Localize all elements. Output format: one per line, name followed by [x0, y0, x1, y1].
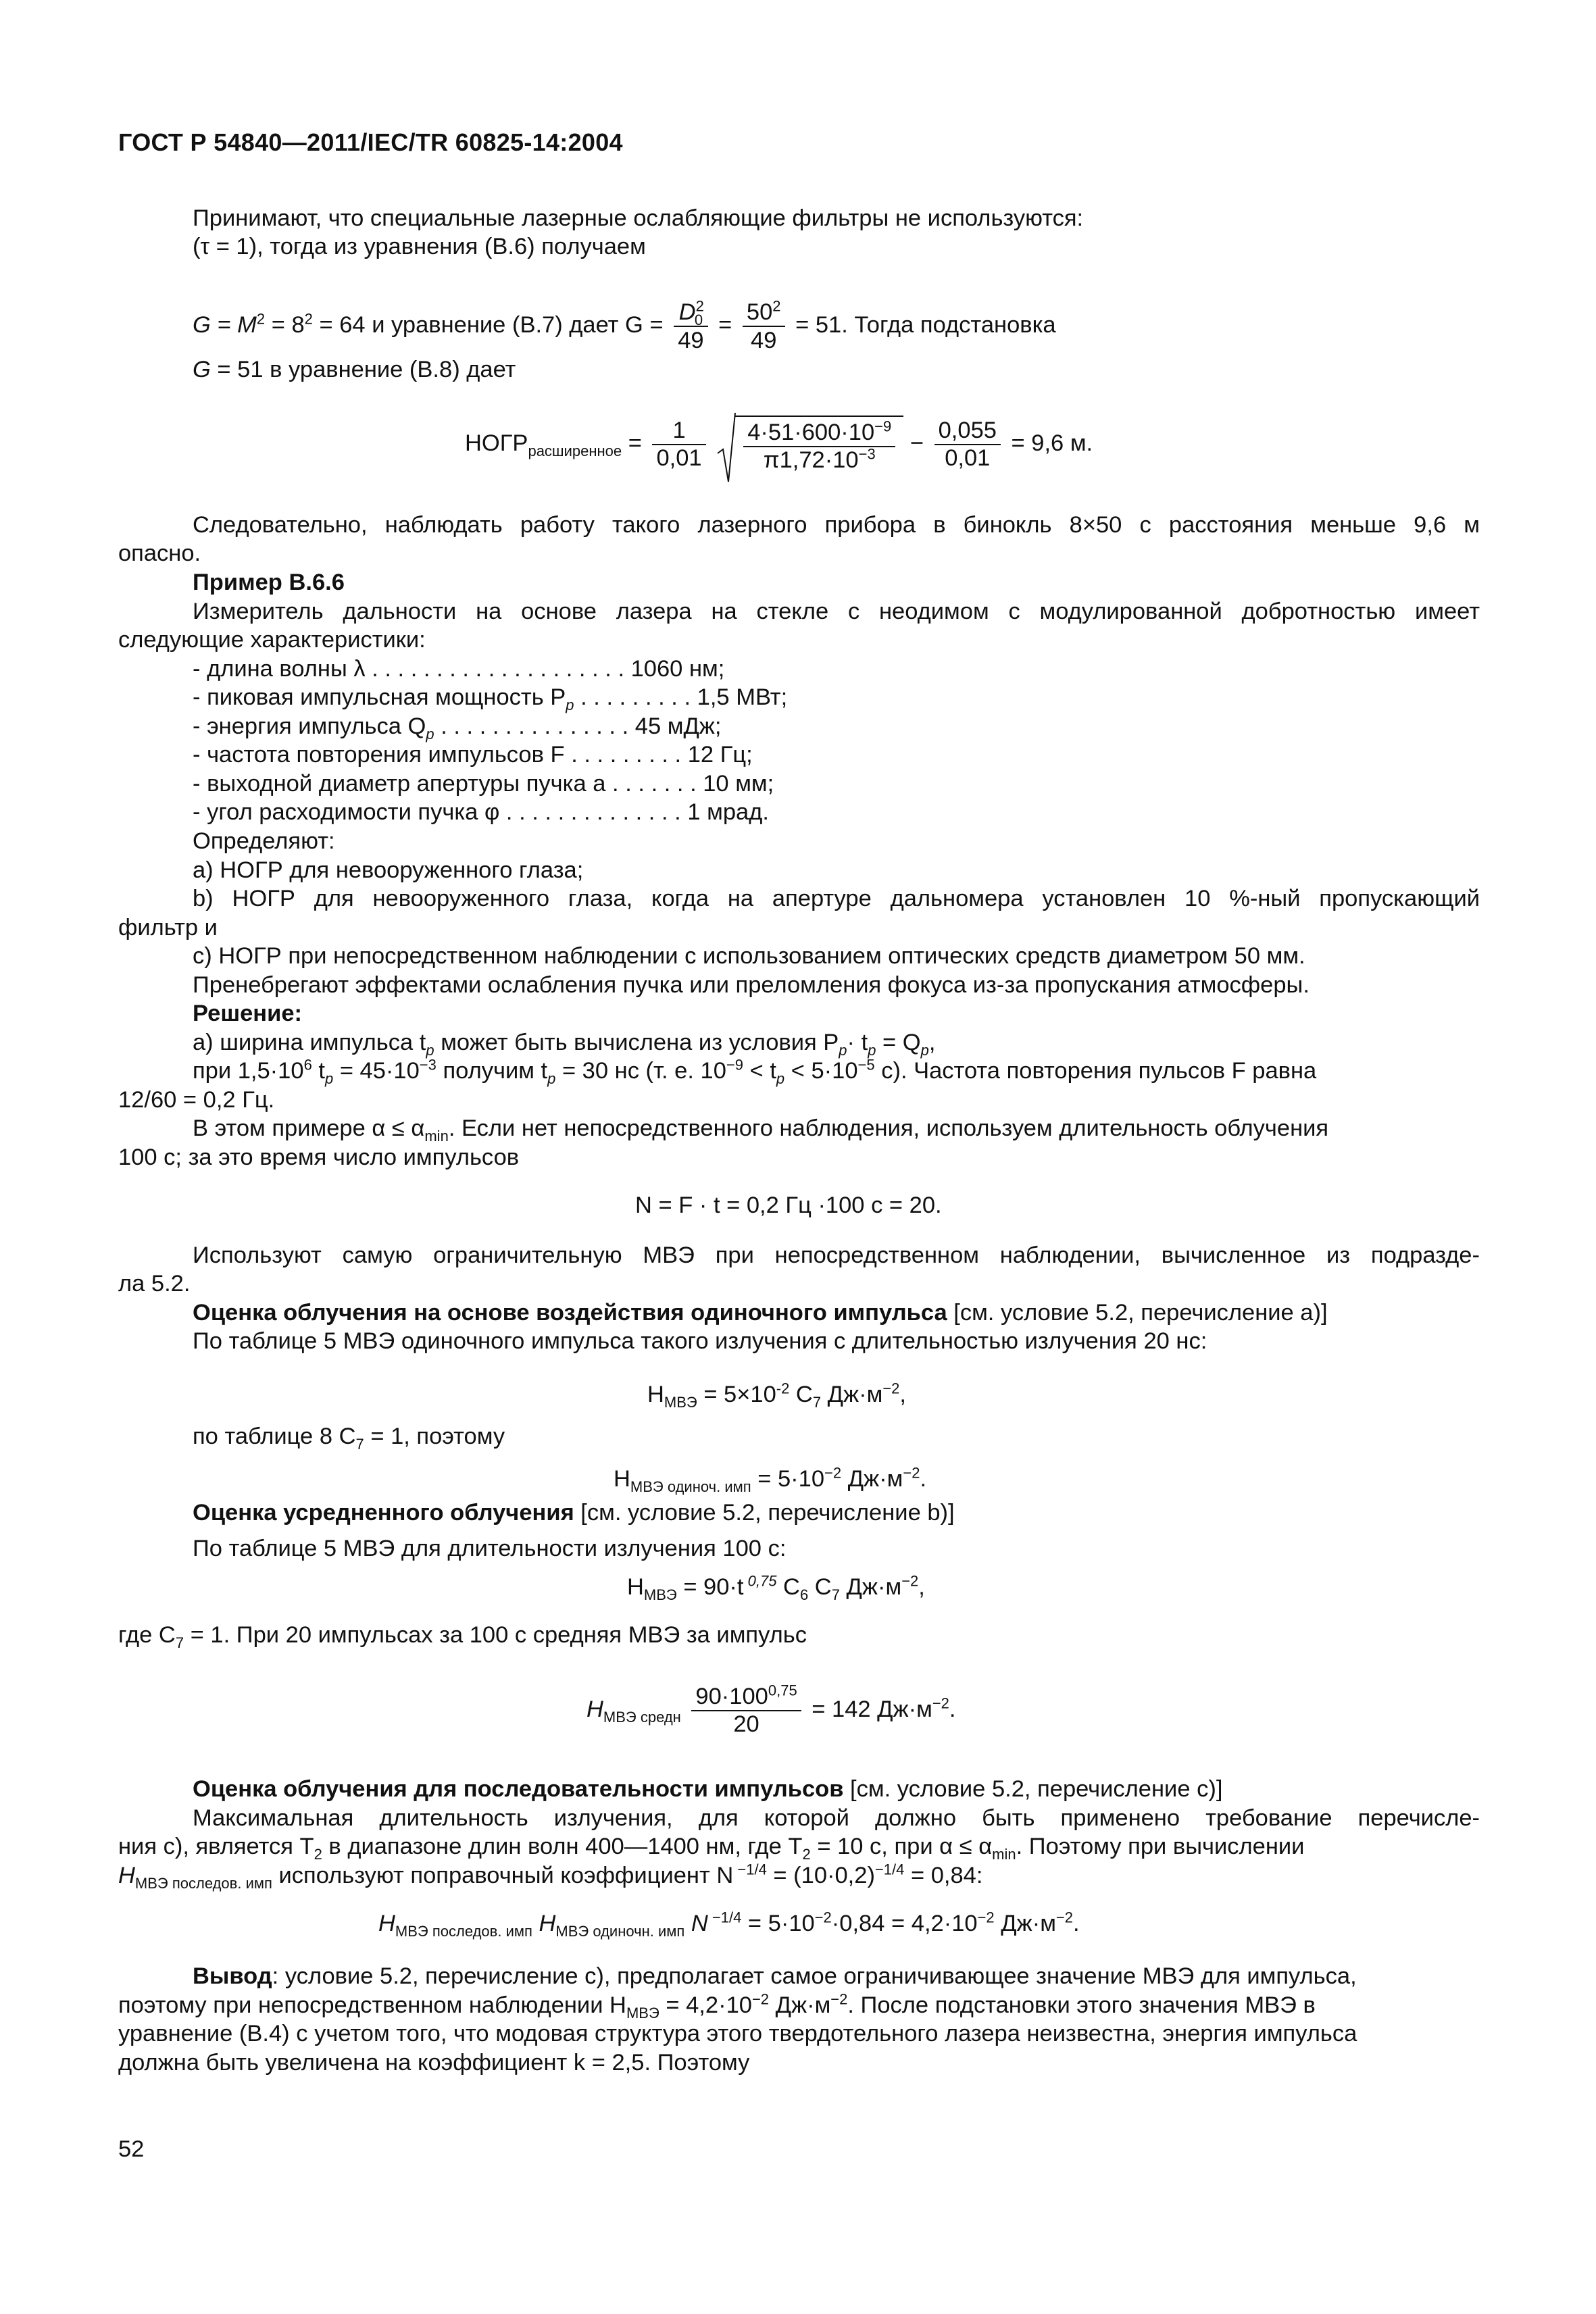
fraction: $\frac{0,055}{0,01}$: [934, 418, 1001, 472]
fraction: $\frac{1}{0,01}$: [652, 418, 705, 472]
text-line: где $C_7 = 1$. При 20 импульсах за 100 с средняя МВЭ за импульс: [118, 1622, 807, 1651]
text-line: следующие характеристики:: [118, 627, 426, 653]
text-line: В этом примере $\alpha \le \alpha_{min}$. Если нет непосредственного наблюдения, используем длительность облучения: [193, 1115, 1329, 1145]
text-line: $H_{МВЭ последов. имп}$ используют поправочный коэффициент N $^{-1/4} = (10\cdot 0,2)^{-1/4} = 0,84$:: [118, 1861, 983, 1892]
text-line: Следовательно, наблюдать работу такого лазерного прибора в бинокль 8×50 с расстояния меньше 9,6 м: [193, 512, 1480, 538]
nogr-equation: $НОГР_{расширенное}$ = $\frac{1}{0,01}$ $\frac{4\cdot 51\cdot 600\cdot 10^{-9}}{\pi 1,72\cdot 10^{-3}}$ − $\frac{0,055}{0,01}$ = 9,6 м.: [465, 416, 1093, 474]
text-line: ла 5.2.: [118, 1271, 191, 1297]
solution-heading: Решение:: [193, 1001, 303, 1026]
text-line: уравнение (B.4) с учетом того, что модовая структура этого твердотельного лазера неизвестна, энергия импульса: [118, 2021, 1357, 2046]
text-line: фильтр и: [118, 915, 218, 940]
h-equation: $H_{МВЭ} = 5\times 10^{-2}$ $C_7$ $Дж\cdot м^{-2}$,: [647, 1380, 907, 1411]
text-line: Используют самую ограничительную МВЭ при непосредственном наблюдении, вычисленное из подразде-: [193, 1242, 1480, 1268]
text-line: a) ширина импульса $t_p$ может быть вычислена из условия $P_p\cdot t_p = Q_p$,: [193, 1030, 936, 1059]
text-line: 100 с; за это время число импульсов: [118, 1145, 520, 1170]
text-line: по таблице 8 $C_7 = 1$, поэтому: [193, 1424, 505, 1453]
list-item: - угол расходимости пучка φ . . . . . . . . . . . . . . 1 мрад.: [193, 799, 769, 825]
h-equation: $H_{МВЭ} = 90\cdot t$ $^{0,75}$ $C_6$ $C_7$ $Дж\cdot м^{-2}$,: [627, 1572, 925, 1603]
example-heading: Пример B.6.6: [193, 570, 345, 595]
h-avg-equation: $H_{МВЭ средн}$ $\frac{90\cdot 100^{0,75}}{20}$ = 142 $Дж\cdot м^{-2}$.: [587, 1682, 956, 1737]
text-line: c) НОГР при непосредственном наблюдении с использованием оптических средств диаметром 50 мм.: [193, 943, 1305, 969]
list-item: - энергия импульса $Q_p$ . . . . . . . . . . . . . . . 45 мДж;: [193, 713, 722, 743]
text-line: Измеритель дальности на основе лазера на стекле с неодимом с модулированной добротностью имеет: [193, 599, 1480, 624]
square-root: [716, 416, 903, 474]
fraction: $\frac{D^2_0}{49}$: [674, 299, 707, 354]
text-line: 12/60 = 0,2 Гц.: [118, 1087, 275, 1113]
g51-text: = 51 в уравнение (B.8) дает: [210, 357, 516, 382]
text-line: должна быть увеличена на коэффициент k = 2,5. Поэтому: [118, 2050, 750, 2076]
section-heading: Оценка облучения для последовательности импульсов [см. условие 5.2, перечисление c)]: [193, 1776, 1223, 1802]
text-line: при $1,5\cdot 10^6$ $t_p = 45\cdot 10^{-3}$ получим $t_p = 30$ нс (т. е. $10^{-9} < t_p < 5\cdot 10^{-5}$ с). Частота повторения пульсов F равна: [193, 1056, 1317, 1087]
g-equation-line: $G = M^2 = 8^2 = 64$ и уравнение (B.7) дает G = $\frac{D^2_0}{49}$ = $\frac{50^2}{49}$ = 51. Тогда подстановка: [193, 297, 1056, 353]
text-line: Пренебрегают эффектами ослабления пучка или преломления фокуса из-за пропускания атмосферы.: [193, 972, 1310, 998]
text-line: Определяют:: [193, 828, 335, 854]
list-item: - пиковая импульсная мощность $P_p$ . . . . . . . . . 1,5 МВт;: [193, 684, 788, 713]
list-item: - длина волны λ . . . . . . . . . . . . . . . . . . . . 1060 нм;: [193, 656, 725, 682]
section-heading: Оценка усредненного облучения [см. условие 5.2, перечисление b)]: [193, 1500, 955, 1526]
list-item: - частота повторения импульсов F . . . . . . . . . 12 Гц;: [193, 742, 753, 768]
text-line: Вывод: условие 5.2, перечисление c), предполагает самое ограничивающее значение МВЭ для импульса,: [193, 1963, 1357, 1989]
text-line: По таблице 5 МВЭ одиночного импульса такого излучения с длительностью излучения 20 нс:: [193, 1328, 1207, 1354]
text-line: b) НОГР для невооруженного глаза, когда на апертуре дальномера установлен 10 %-ный пропускающий: [193, 886, 1480, 911]
text-line: Принимают, что специальные лазерные ослабляющие фильтры не используются:: [193, 205, 1084, 231]
text-line: опасно.: [118, 540, 201, 566]
page-number: 52: [118, 2136, 145, 2162]
text-line: поэтому при непосредственном наблюдении $H_{МВЭ} = 4,2\cdot 10^{-2}$ $Дж\cdot м^{-2}$. После подстановки этого значения МВЭ в: [118, 1990, 1316, 2021]
fraction: $\frac{4\cdot 51\cdot 600\cdot 10^{-9}}{\pi 1,72\cdot 10^{-3}}$: [743, 420, 895, 474]
text-line: G = 51 в уравнение (B.8) дает: [193, 357, 516, 382]
text-line: (τ = 1), тогда из уравнения (B.6) получаем: [193, 234, 646, 259]
fraction: $\frac{50^2}{49}$: [743, 299, 785, 354]
n-equation: N = F · t = 0,2 Гц ·100 с = 20.: [635, 1192, 942, 1218]
text-line: ния c), является $T_2$ в диапазоне длин волн 400—1400 нм, где $T_2 = 10$ с, при $\alpha \le \alpha_{min}$. Поэтому при вычислении: [118, 1834, 1305, 1863]
text-line: Максимальная длительность излучения, для которой должно быть применено требование перечисле-: [193, 1805, 1480, 1831]
document-header: ГОСТ Р 54840—2011/IEC/TR 60825-14:2004: [118, 128, 623, 156]
section-heading: Оценка облучения на основе воздействия одиночного импульса [см. условие 5.2, перечисление а)]: [193, 1300, 1328, 1326]
h-seq-equation: $H_{МВЭ последов. имп}$ $H_{МВЭ одиночн. имп}$ N $^{-1/4} = 5\cdot 10^{-2}\cdot 0,84 = 4,2\cdot 10^{-2}$ $Дж\cdot м^{-2}$.: [378, 1909, 1080, 1940]
list-item: - выходной диаметр апертуры пучка a . . . . . . . 10 мм;: [193, 771, 774, 797]
h-equation: $H_{МВЭ одиноч. имп} = 5\cdot 10^{-2}$ $Дж\cdot м^{-2}$.: [614, 1464, 927, 1495]
text-line: По таблице 5 МВЭ для длительности излучения 100 с:: [193, 1536, 787, 1561]
fraction: $\frac{90\cdot 100^{0,75}}{20}$: [691, 1684, 801, 1738]
text-line: a) НОГР для невооруженного глаза;: [193, 857, 584, 883]
